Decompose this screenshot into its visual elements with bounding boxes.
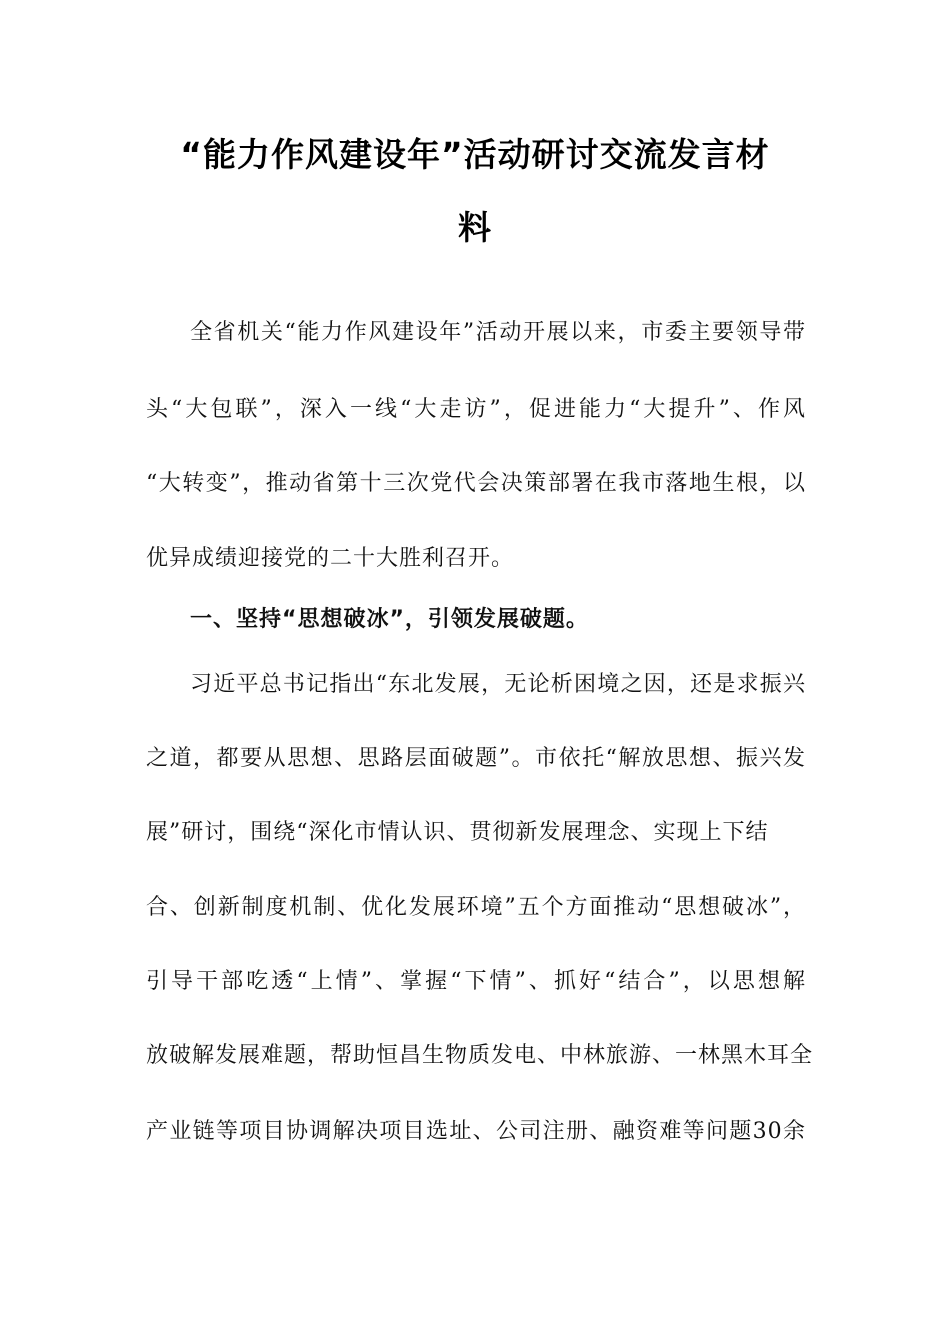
- paragraph-2-line-1: 习近平总书记指出“东北发展，无论析困境之因，还是求振兴: [190, 672, 806, 697]
- document-title-line-1: “能力作风建设年”活动研讨交流发言材: [180, 135, 770, 174]
- paragraph-2-line-6: 放破解发展难题，帮助恒昌生物质发电、中林旅游、一林黑木耳全: [146, 1043, 814, 1068]
- paragraph-2-line-2: 之道，都要从思想、思路层面破题”。市依托“解放思想、振兴发: [146, 746, 806, 771]
- document-title-line-2: 料: [458, 208, 492, 247]
- paragraph-1-line-2: 头“大包联”，深入一线“大走访”，促进能力“大提升”、作风: [146, 397, 806, 422]
- section-heading-1: 一、坚持“思想破冰”，引领发展破题。: [190, 607, 589, 632]
- paragraph-1-line-4: 优异成绩迎接党的二十大胜利召开。: [146, 546, 515, 571]
- paragraph-2-line-5: 引导干部吃透“上情”、掌握“下情”、抓好“结合”，以思想解: [146, 969, 806, 994]
- paragraph-2-line-3: 展”研讨，围绕“深化市情认识、贯彻新发展理念、实现上下结: [146, 820, 769, 845]
- paragraph-1-line-3: “大转变”，推动省第十三次党代会决策部署在我市落地生根，以: [146, 471, 806, 496]
- paragraph-1-line-1: 全省机关“能力作风建设年”活动开展以来，市委主要领导带: [190, 320, 806, 345]
- paragraph-2-line-7: 产业链等项目协调解决项目选址、公司注册、融资难等问题30余: [146, 1119, 806, 1144]
- paragraph-2-line-4: 合、创新制度机制、优化发展环境”五个方面推动“思想破冰”，: [146, 895, 806, 920]
